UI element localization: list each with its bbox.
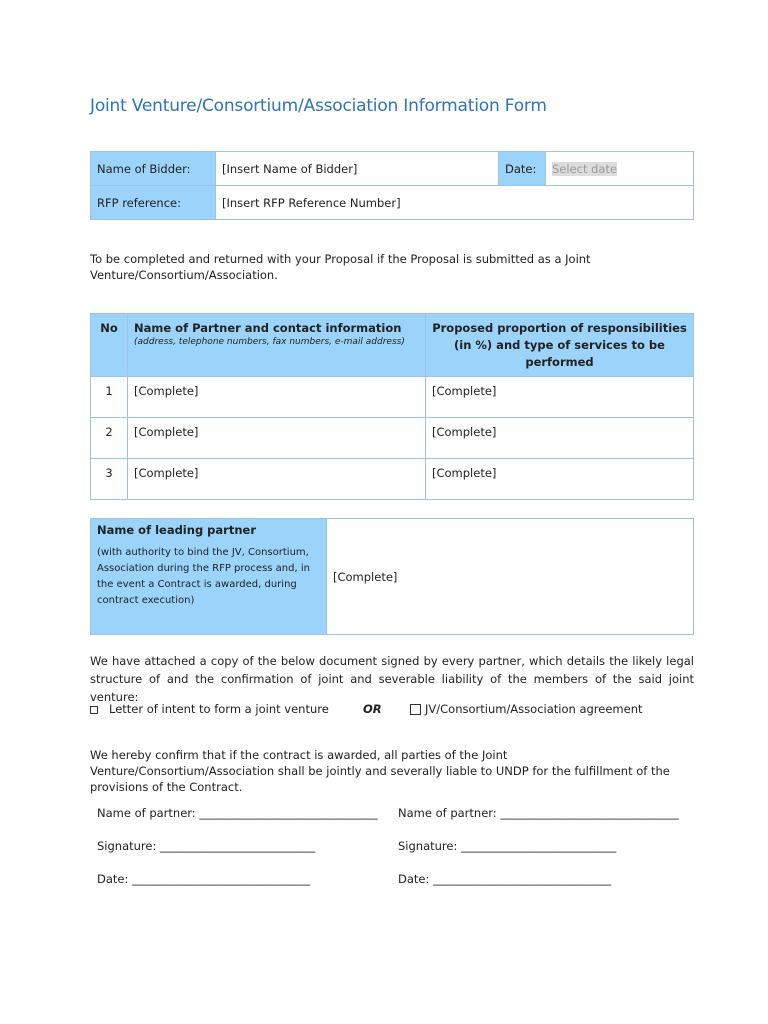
col-name-header <box>128 314 426 377</box>
or-label: OR <box>363 702 382 716</box>
leading-partner-table <box>90 518 694 635</box>
rfp-reference-field[interactable]: [Insert RFP Reference Number] <box>216 186 694 220</box>
col-name-subtitle: (address, telephone numbers, fax numbers, e-mail address) <box>134 337 405 347</box>
date-picker[interactable] <box>546 152 694 186</box>
date-line-left[interactable]: Date: _______________________________ <box>97 872 311 886</box>
col-name-title: Name of Partner and contact information <box>134 321 402 335</box>
bidder-info-table <box>90 151 694 220</box>
row-number: 1 <box>91 377 128 418</box>
partner-proportion-field[interactable]: [Complete] <box>426 377 694 418</box>
table-row <box>91 459 694 500</box>
date-placeholder: Select date <box>552 161 618 176</box>
col-proportion-header: Proposed proportion of responsibilities (in %) and type of services to be performed <box>426 314 694 377</box>
partner-proportion-field[interactable]: [Complete] <box>426 418 694 459</box>
rfp-reference-label: RFP reference: <box>91 186 216 220</box>
row-number: 3 <box>91 459 128 500</box>
table-row <box>91 377 694 418</box>
page-title: Joint Venture/Consortium/Association Information Form <box>90 96 547 116</box>
table-row <box>91 418 694 459</box>
leading-partner-label: Name of leading partner <box>97 523 256 537</box>
bidder-name-label: Name of Bidder: <box>91 152 216 186</box>
partners-header-row <box>91 314 694 377</box>
intro-text: To be completed and returned with your Proposal if the Proposal is submitted as a Joint Venture/Consortium/Association. <box>90 252 591 282</box>
date-label: Date: <box>499 152 546 186</box>
bidder-name-field[interactable]: [Insert Name of Bidder] <box>216 152 499 186</box>
confirmation-text: We hereby confirm that if the contract is awarded, all parties of the Joint Venture/Consortium/Association shall be jointly and severally liable to UNDP for the fulfillment of the provisions of the Contract. <box>90 748 670 794</box>
signature-line-right[interactable]: Signature: ___________________________ <box>398 839 617 853</box>
option-letter-of-intent[interactable] <box>90 702 329 716</box>
partner-name-field[interactable]: [Complete] <box>128 418 426 459</box>
partner-name-field[interactable]: [Complete] <box>128 377 426 418</box>
option-agreement-label: JV/Consortium/Association agreement <box>425 702 643 716</box>
leading-partner-field[interactable]: [Complete] <box>327 519 694 635</box>
row-number: 2 <box>91 418 128 459</box>
option-jv-agreement[interactable] <box>410 702 643 716</box>
partner-name-line-left[interactable]: Name of partner: _______________________________ <box>97 806 378 820</box>
partner-name-field[interactable]: [Complete] <box>128 459 426 500</box>
date-line-right[interactable]: Date: _______________________________ <box>398 872 612 886</box>
leading-partner-description: (with authority to bind the JV, Consortium, Association during the RFP process and, in the event a Contract is awarded, during contract execution) <box>97 547 310 606</box>
leading-partner-label-cell <box>91 519 327 635</box>
document-options <box>0 702 768 722</box>
partner-name-line-right[interactable]: Name of partner: _______________________________ <box>398 806 679 820</box>
checkbox-icon[interactable] <box>410 704 421 715</box>
partner-proportion-field[interactable]: [Complete] <box>426 459 694 500</box>
signature-line-left[interactable]: Signature: ___________________________ <box>97 839 316 853</box>
col-no-header: No <box>91 314 128 377</box>
partners-table <box>90 313 694 500</box>
checkbox-icon[interactable] <box>90 706 98 714</box>
attached-document-text: We have attached a copy of the below document signed by every partner, which details the likely legal structure of and the confirmation of joint and severable liability of the members of the said joint venture: <box>90 654 694 704</box>
option-letter-label: Letter of intent to form a joint venture <box>109 702 329 716</box>
